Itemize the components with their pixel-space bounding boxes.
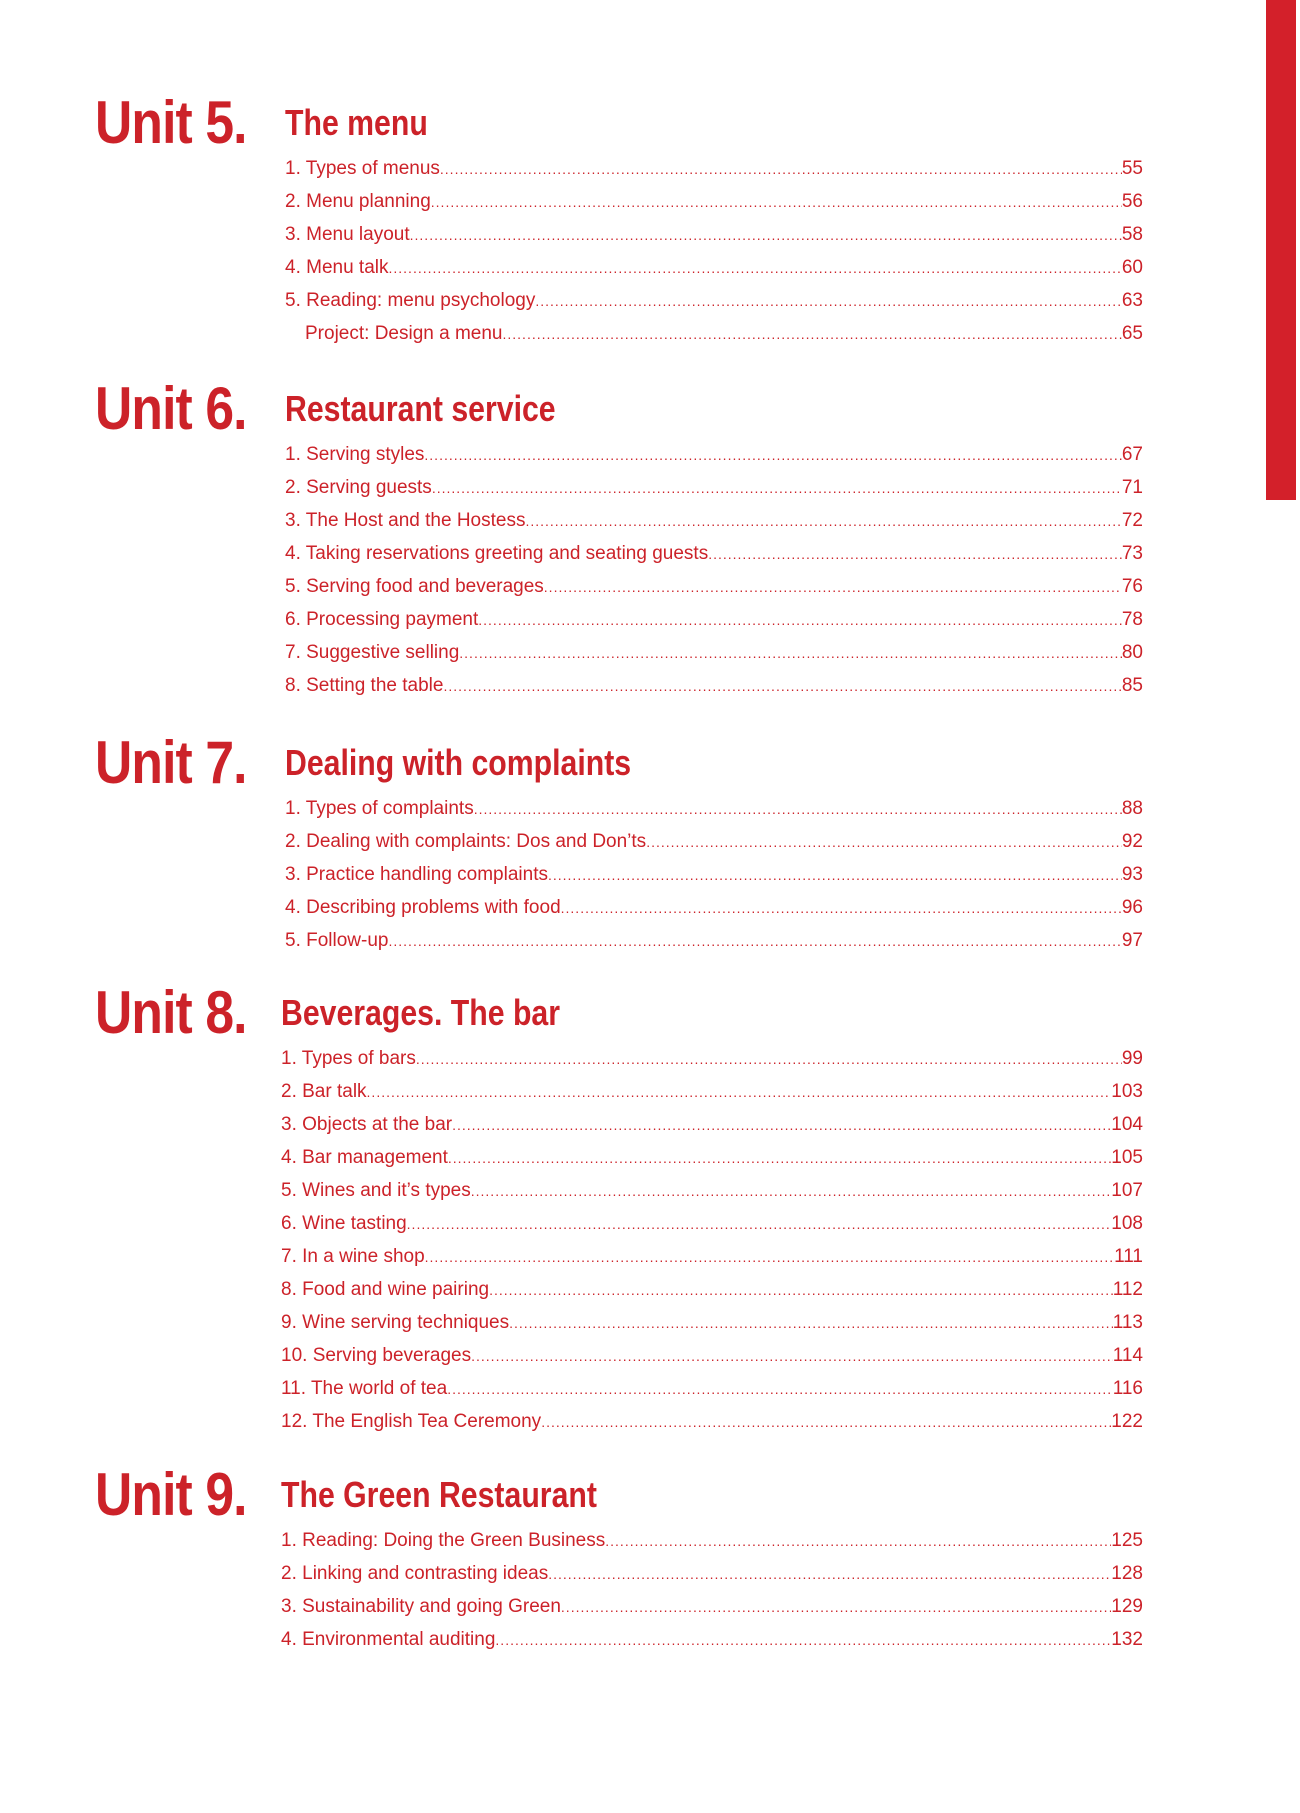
toc-entry-page: 128 <box>1111 1563 1143 1584</box>
dot-leader <box>440 161 1122 177</box>
dot-leader <box>431 194 1122 210</box>
toc-entry-label: 1. Reading: Doing the Green Business <box>281 1530 606 1551</box>
toc-list <box>281 1048 1143 1444</box>
toc-entry[interactable] <box>281 1147 1143 1180</box>
toc-entry-label: 3. Sustainability and going Green <box>281 1596 561 1617</box>
unit-heading <box>95 374 1145 444</box>
unit-heading <box>95 728 1145 798</box>
dot-leader <box>561 900 1122 916</box>
toc-entry-label: 4. Environmental auditing <box>281 1629 496 1650</box>
unit-title: The menu <box>285 102 428 143</box>
toc-entry-page: 105 <box>1111 1147 1143 1168</box>
dot-leader <box>471 1183 1112 1199</box>
toc-entry[interactable] <box>281 1629 1143 1662</box>
toc-entry-page: 65 <box>1121 323 1143 344</box>
toc-entry-label: 2. Serving guests <box>285 477 432 498</box>
toc-entry-label: 7. In a wine shop <box>281 1246 425 1267</box>
toc-entry-page: 60 <box>1121 257 1143 278</box>
unit-title: Dealing with complaints <box>285 742 632 783</box>
toc-entry[interactable] <box>285 576 1143 609</box>
dot-leader <box>561 1599 1111 1615</box>
dot-leader <box>544 579 1122 595</box>
toc-entry[interactable] <box>281 1081 1143 1114</box>
unit-heading <box>95 978 1145 1048</box>
toc-entry-page: 92 <box>1121 831 1143 852</box>
toc-entry-page: 56 <box>1121 191 1143 212</box>
toc-entry-label: 2. Menu planning <box>285 191 431 212</box>
toc-entry-label: 2. Linking and contrasting ideas <box>281 1563 549 1584</box>
toc-entry[interactable] <box>285 543 1143 576</box>
toc-entry-label: 1. Types of complaints <box>285 798 474 819</box>
toc-entry[interactable] <box>285 675 1143 708</box>
toc-entry-page: 67 <box>1121 444 1143 465</box>
toc-entry-page: 104 <box>1111 1114 1143 1135</box>
unit-title: The Green Restaurant <box>281 1474 597 1515</box>
dot-leader <box>548 867 1122 883</box>
dot-leader <box>471 1348 1113 1364</box>
dot-leader <box>708 546 1122 562</box>
toc-entry[interactable] <box>281 1246 1143 1279</box>
toc-entry-label: 2. Dealing with complaints: Dos and Don’ts <box>285 831 647 852</box>
toc-entry-page: 58 <box>1121 224 1143 245</box>
toc-entry-label: 1. Types of bars <box>281 1048 416 1069</box>
unit-number: Unit 8. <box>95 979 247 1046</box>
dot-leader <box>448 1150 1111 1166</box>
toc-entry-page: 113 <box>1112 1312 1143 1333</box>
dot-leader <box>432 480 1122 496</box>
unit-heading <box>95 1460 1145 1530</box>
toc-entry-label: 4. Menu talk <box>285 257 389 278</box>
dot-leader <box>646 834 1122 850</box>
toc-entry[interactable] <box>281 1114 1143 1147</box>
dot-leader <box>452 1117 1111 1133</box>
toc-entry-label: 5. Follow-up <box>285 930 389 951</box>
toc-entry-page: 88 <box>1121 798 1143 819</box>
toc-entry-label: 5. Serving food and beverages <box>285 576 544 597</box>
toc-entry-page: 72 <box>1121 510 1143 531</box>
toc-entry-label: 6. Wine tasting <box>281 1213 407 1234</box>
toc-entry-label: 5. Wines and it’s types <box>281 1180 471 1201</box>
unit-title: Restaurant service <box>285 388 556 429</box>
toc-entry-page: 71 <box>1121 477 1143 498</box>
toc-entry-page: 76 <box>1121 576 1143 597</box>
toc-entry-label: 3. The Host and the Hostess <box>285 510 526 531</box>
toc-entry-project[interactable] <box>285 323 1143 356</box>
toc-entry-label: 7. Suggestive selling <box>285 642 460 663</box>
toc-entry-page: 132 <box>1111 1629 1143 1650</box>
toc-entry[interactable] <box>281 1180 1143 1213</box>
toc-entry-page: 78 <box>1121 609 1143 630</box>
toc-entry-page: 129 <box>1111 1596 1143 1617</box>
unit-number: Unit 6. <box>95 375 247 442</box>
toc-entry-label: 4. Bar management <box>281 1147 448 1168</box>
toc-entry-label: 1. Serving styles <box>285 444 425 465</box>
toc-entry-page: 103 <box>1111 1081 1143 1102</box>
toc-entry-page: 73 <box>1121 543 1143 564</box>
toc-entry[interactable] <box>281 1213 1143 1246</box>
dot-leader <box>416 1051 1122 1067</box>
toc-list <box>285 158 1143 356</box>
toc-entry-label: 4. Describing problems with food <box>285 897 561 918</box>
toc-list <box>281 1530 1143 1662</box>
toc-entry-page: 96 <box>1121 897 1143 918</box>
toc-entry[interactable] <box>285 191 1143 224</box>
unit-heading <box>95 88 1145 158</box>
dot-leader <box>489 1282 1113 1298</box>
dot-leader <box>605 1533 1111 1549</box>
toc-entry[interactable] <box>281 1378 1143 1411</box>
toc-entry-page: 97 <box>1121 930 1143 951</box>
toc-entry[interactable] <box>285 257 1143 290</box>
dot-leader <box>478 612 1122 628</box>
toc-entry-label: 9. Wine serving techniques <box>281 1312 510 1333</box>
toc-entry[interactable] <box>285 897 1143 930</box>
dot-leader <box>407 1216 1112 1232</box>
unit-7-section <box>95 728 1145 963</box>
dot-leader <box>509 1315 1113 1331</box>
unit-title: Beverages. The bar <box>281 992 561 1033</box>
toc-entry-page: 99 <box>1121 1048 1143 1069</box>
dot-leader <box>535 293 1122 309</box>
toc-entry-label: 12. The English Tea Ceremony <box>281 1411 542 1432</box>
unit-number: Unit 7. <box>95 729 247 796</box>
toc-entry-page: 116 <box>1112 1378 1143 1399</box>
toc-entry[interactable] <box>285 224 1143 257</box>
toc-entry[interactable] <box>281 1279 1143 1312</box>
dot-leader <box>541 1414 1111 1430</box>
dot-leader <box>447 1381 1113 1397</box>
toc-entry-page: 114 <box>1112 1345 1143 1366</box>
toc-entry[interactable] <box>281 1411 1143 1444</box>
toc-entry[interactable] <box>281 1596 1143 1629</box>
toc-entry-page: 125 <box>1111 1530 1143 1551</box>
unit-number: Unit 5. <box>95 89 247 156</box>
toc-entry[interactable] <box>285 477 1143 510</box>
toc-entry[interactable] <box>285 642 1143 675</box>
toc-entry[interactable] <box>285 290 1143 323</box>
toc-entry[interactable] <box>285 930 1143 963</box>
toc-entry-page: 63 <box>1121 290 1143 311</box>
dot-leader <box>495 1632 1111 1648</box>
dot-leader <box>389 933 1122 949</box>
toc-entry-page: 55 <box>1121 158 1143 179</box>
toc-entry-label: 3. Objects at the bar <box>281 1114 453 1135</box>
toc-entry-page: 112 <box>1112 1279 1143 1300</box>
toc-entry-label: 8. Food and wine pairing <box>281 1279 490 1300</box>
toc-entry[interactable] <box>281 1312 1143 1345</box>
toc-entry-label: 6. Processing payment <box>285 609 479 630</box>
toc-entry-label: 4. Taking reservations greeting and seating guests <box>285 543 709 564</box>
dot-leader <box>474 801 1122 817</box>
toc-entry[interactable] <box>285 158 1143 191</box>
dot-leader <box>425 1249 1114 1265</box>
toc-entry-label: 1. Types of menus <box>285 158 440 179</box>
toc-entry-label: 5. Reading: menu psychology <box>285 290 536 311</box>
toc-entry-label: 10. Serving beverages <box>281 1345 472 1366</box>
toc-entry[interactable] <box>285 798 1143 831</box>
side-accent-bar <box>1266 0 1296 500</box>
dot-leader <box>459 645 1122 661</box>
toc-entry-page: 85 <box>1121 675 1143 696</box>
toc-entry-label: 11. The world of tea <box>281 1378 448 1399</box>
toc-entry-page: 80 <box>1121 642 1143 663</box>
dot-leader <box>367 1084 1112 1100</box>
dot-leader <box>525 513 1121 529</box>
toc-entry-page: 107 <box>1111 1180 1143 1201</box>
toc-list <box>285 444 1143 708</box>
unit-5-section <box>95 88 1145 356</box>
toc-list <box>285 798 1143 963</box>
toc-entry[interactable] <box>285 864 1143 897</box>
toc-entry-page: 122 <box>1111 1411 1143 1432</box>
toc-entry-page: 108 <box>1111 1213 1143 1234</box>
toc-entry[interactable] <box>285 444 1143 477</box>
toc-entry-label: Project: Design a menu <box>305 323 503 344</box>
dot-leader <box>548 1566 1111 1582</box>
toc-entry[interactable] <box>281 1530 1143 1563</box>
dot-leader <box>503 326 1122 342</box>
dot-leader <box>410 227 1122 243</box>
toc-entry[interactable] <box>281 1563 1143 1596</box>
toc-entry-label: 3. Practice handling complaints <box>285 864 548 885</box>
toc-entry[interactable] <box>281 1345 1143 1378</box>
toc-entry[interactable] <box>285 609 1143 642</box>
toc-entry-label: 2. Bar talk <box>281 1081 367 1102</box>
unit-6-section <box>95 374 1145 708</box>
toc-entry[interactable] <box>285 510 1143 543</box>
unit-9-section <box>95 1460 1145 1662</box>
dot-leader <box>389 260 1122 276</box>
toc-entry[interactable] <box>285 831 1143 864</box>
unit-number: Unit 9. <box>95 1461 247 1528</box>
toc-entry-page: 93 <box>1121 864 1143 885</box>
toc-entry[interactable] <box>281 1048 1143 1081</box>
toc-entry-label: 3. Menu layout <box>285 224 410 245</box>
dot-leader <box>424 447 1121 463</box>
toc-entry-page: 111 <box>1114 1246 1143 1267</box>
unit-8-section <box>95 978 1145 1444</box>
toc-entry-label: 8. Setting the table <box>285 675 444 696</box>
dot-leader <box>443 678 1121 694</box>
